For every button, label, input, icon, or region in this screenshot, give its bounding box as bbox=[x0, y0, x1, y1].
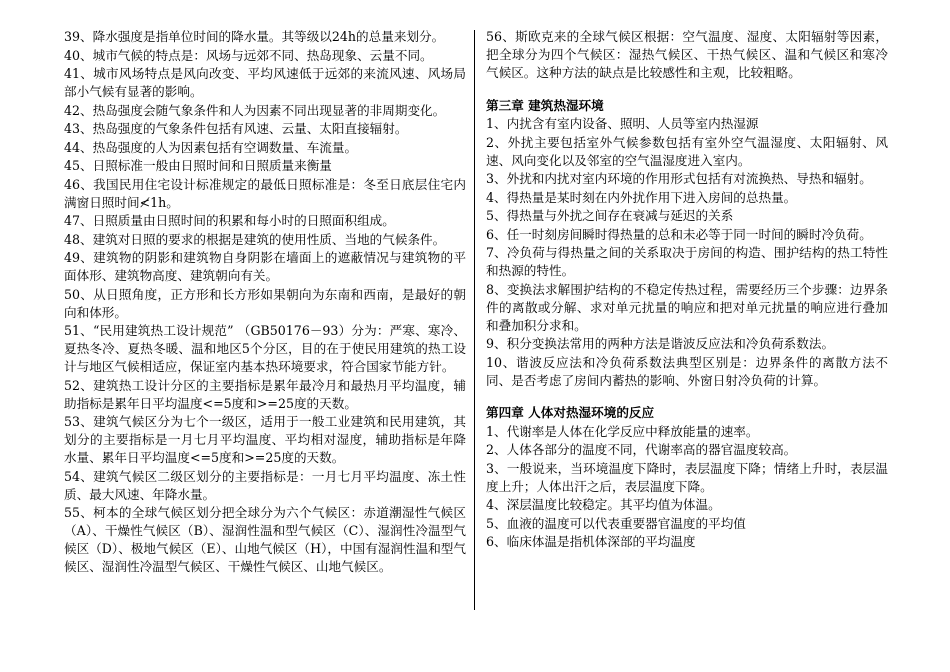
list-item: 51、“民用建筑热工设计规范” （GB50176－93）分为：严寒、寒冷、夏热冬冷、夏热冬暖、温和地区5个分区，目的在于使民用建筑的热工设计与地区气候相适应，保证室内基本热环境要求，符合国家节能方针。 bbox=[64, 323, 466, 374]
list-item: 50、从日照角度，正方形和长方形如果朝向为东南和西南，是最好的朝向和体形。 bbox=[64, 286, 466, 320]
list-item: 3、外扰和内扰对室内环境的作用形式包括有对流换热、导热和辐射。 bbox=[486, 171, 872, 186]
list-item: 56、斯欧克来的全球气候区根据：空气温度、湿度、太阳辐射等因素，把全球分为四个气候区：湿热气候区、干热气候区、温和气候区和寒冷气候区。这种方法的缺点是比较感性和主观，比较粗略。 bbox=[486, 29, 888, 80]
section-gap bbox=[486, 390, 888, 404]
list-item: 9、积分变换法常用的两种方法是谐波反应法和冷负荷系数法。 bbox=[486, 336, 835, 351]
list-item: 4、深层温度比较稳定。其平均值为体温。 bbox=[486, 497, 721, 512]
list-item: 47、日照质量由日照时间的积累和每小时的日照面积组成。 bbox=[64, 213, 395, 228]
list-item: 54、建筑气候区二级区划分的主要指标是：一月七月平均温度、冻土性质、最大风速、年降水量。 bbox=[64, 468, 466, 502]
chapter-3-title: 第三章 建筑热湿环境 bbox=[486, 97, 604, 113]
list-item: 42、热岛强度会随气象条件和人为因素不同出现显著的非周期变化。 bbox=[64, 102, 446, 118]
column-divider bbox=[474, 30, 475, 610]
list-item: 52、建筑热工设计分区的主要指标是累年最冷月和最热月平均温度，辅助指标是累年日平均温度<=5度和>=25度的天数。 bbox=[64, 377, 466, 411]
left-column bbox=[64, 28, 466, 577]
list-item: 2、人体各部分的温度不同，代谢率高的器官温度较高。 bbox=[486, 442, 797, 457]
section-gap bbox=[486, 83, 888, 97]
list-item: 44、热岛强度的人为因素包括有空调数量、车流量。 bbox=[64, 139, 358, 155]
list-item: 4、得热量是某时刻在内外扰作用下进入房间的总热量。 bbox=[486, 189, 797, 205]
list-item: 53、建筑气候区分为七个一级区，适用于一般工业建筑和民用建筑，其划分的主要指标是一月七月平均温度、平均相对湿度，辅助指标是年降水量、累年日平均温度<=5度和>=25度的天数。 bbox=[64, 414, 466, 465]
list-item: 1、内扰含有室内设备、照明、人员等室内热湿源 bbox=[486, 116, 759, 131]
list-item: 6、临床体温是指机体深部的平均温度 bbox=[486, 534, 696, 549]
list-item: 46、我国民用住宅设计标准规定的最低日照标准是：冬至日底层住宅内满窗日照时间≮1h。 bbox=[64, 176, 466, 210]
list-item: 39、降水强度是指单位时间的降水量。其等级以24h的总量来划分。 bbox=[64, 29, 445, 44]
list-item: 1、代谢率是人体在化学反应中释放能量的速率。 bbox=[486, 423, 759, 439]
chapter-4-title: 第四章 人体对热湿环境的反应 bbox=[486, 405, 655, 420]
list-item: 10、谐波反应法和冷负荷系数法典型区别是：边界条件的离散方法不同、是否考虑了房间内蓄热的影响、外窗日射冷负荷的计算。 bbox=[486, 354, 888, 388]
list-item: 5、得热量与外扰之间存在衰减与延迟的关系 bbox=[486, 208, 734, 223]
list-item: 55、柯本的全球气候区划分把全球分为六个气候区：赤道潮湿性气候区（A）、干燥性气候区（B）、湿润性温和型气候区（C）、湿润性冷温型气候区（D）、极地气候区（E）、山地气候区（H），中国有湿润性温和型气候区、湿润性冷温型气候区、干燥性气候区、山地气候区。 bbox=[64, 505, 466, 574]
list-item: 5、血液的温度可以代表重要器官温度的平均值 bbox=[486, 515, 746, 531]
list-item: 43、热岛强度的气象条件包括有风速、云量、太阳直接辐射。 bbox=[64, 121, 408, 136]
list-item: 8、变换法求解围护结构的不稳定传热过程，需要经历三个步骤：边界条件的离散或分解、求对单元扰量的响应和把对单元扰量的响应进行叠加和叠加积分求和。 bbox=[486, 281, 888, 333]
list-item: 49、建筑物的阴影和建筑物自身阴影在墙面上的遮蔽情况与建筑物的平面体形、建筑物高度、建筑朝向有关。 bbox=[64, 250, 466, 283]
list-item: 45、日照标准一般由日照时间和日照质量来衡量 bbox=[64, 158, 332, 173]
list-item: 3、一般说来，当环境温度下降时，表层温度下降；情绪上升时，表层温度上升；人体出汗之后，表层温度下降。 bbox=[486, 460, 888, 494]
list-item: 40、城市气候的特点是：风场与远郊不同、热岛现象、云量不同。 bbox=[64, 47, 433, 63]
list-item: 7、冷负荷与得热量之间的关系取决于房间的构造、围护结构的热工特性和热源的特性。 bbox=[486, 245, 888, 278]
list-item: 48、建筑对日照的要求的根据是建筑的使用性质、当地的气候条件。 bbox=[64, 231, 446, 247]
list-item: 6、任一时刻房间瞬时得热量的总和未必等于同一时间的瞬时冷负荷。 bbox=[486, 226, 872, 242]
list-item: 2、外扰主要包括室外气候参数包括有室外空气温湿度、太阳辐射、风速、风向变化以及邻室的空气温湿度进入室内。 bbox=[486, 134, 888, 168]
list-item: 41、城市风场特点是风向改变、平均风速低于远郊的来流风速、风场局部小气候有显著的影响。 bbox=[64, 66, 466, 99]
right-column bbox=[486, 28, 888, 552]
